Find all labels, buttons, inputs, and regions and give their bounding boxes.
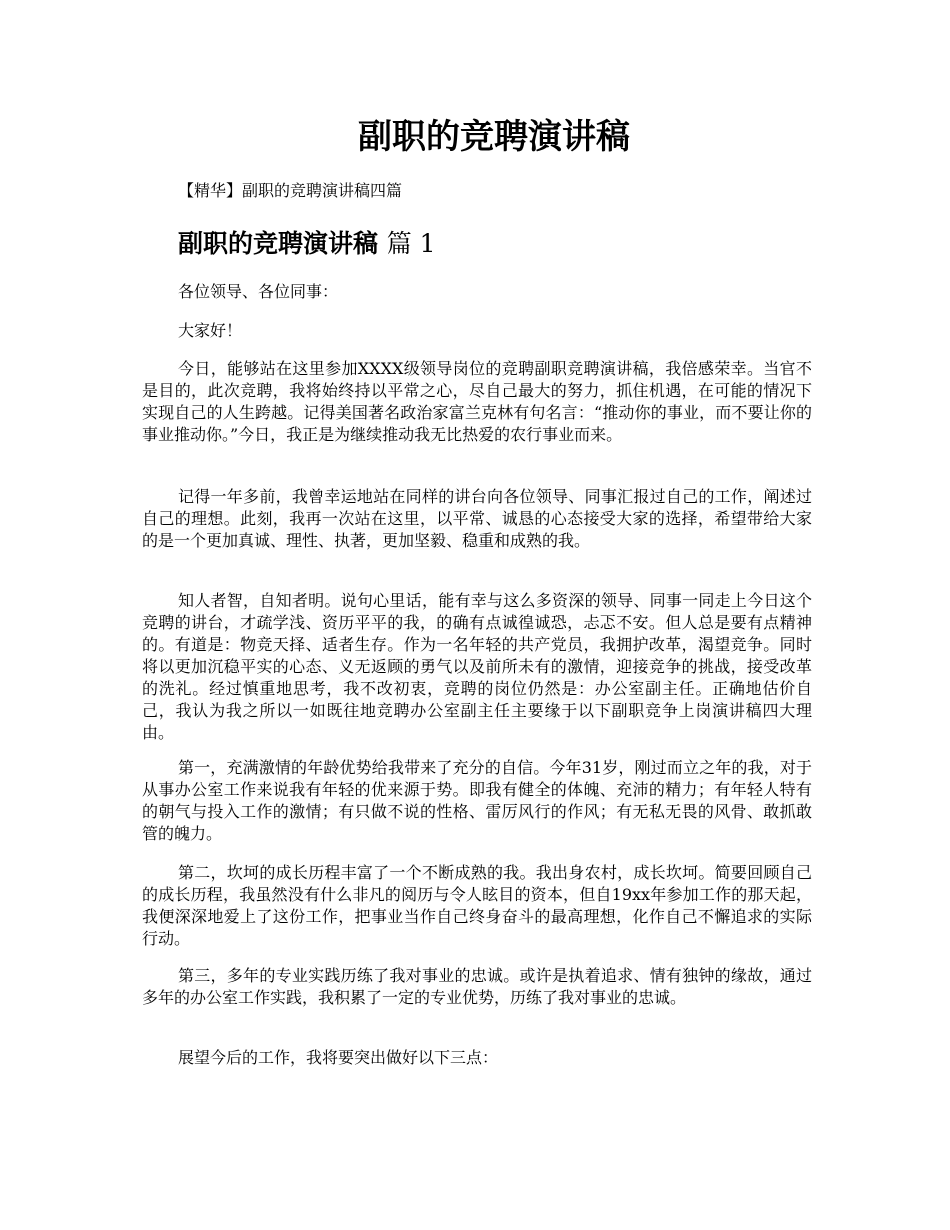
- document-title: 副职的竞聘演讲稿: [358, 117, 630, 157]
- body-paragraph: 第二，坎坷的成长历程丰富了一个不断成熟的我。我出身农村，成长坎坷。简要回顾自己的成长历程，我虽然没有什么非凡的阅历与令人眩目的资本，但自19xx年参加工作的那天起，我便深深地爱上了这份工作，把事业当作自己终身奋斗的最高理想，化作自己不懈追求的实际行动。: [142, 863, 812, 948]
- section-heading-text: 副职的竞聘演讲稿: [178, 229, 379, 258]
- body-paragraph: 记得一年多前，我曾幸运地站在同样的讲台向各位领导、同事汇报过自己的工作，阐述过自己的理想。此刻，我再一次站在这里，以平常、诚恳的心态接受大家的选择，希望带给大家的是一个更加真诚、理性、执著，更加坚毅、稳重和成熟的我。: [142, 487, 812, 550]
- body-paragraph: 第三，多年的专业实践历练了我对事业的忠诚。或许是执着追求、情有独钟的缘故，通过多年的办公室工作实践，我积累了一定的专业优势，历练了我对事业的忠诚。: [142, 966, 812, 1007]
- body-paragraph: 今日，能够站在这里参加XXXX级领导岗位的竞聘副职竞聘演讲稿，我倍感荣幸。当官不是目的，此次竞聘，我将始终持以平常之心，尽自己最大的努力，抓住机遇，在可能的情况下实现自己的人生跨越。记得美国著名政治家富兰克林有句名言：“推动你的事业，而不要让你的事业推动你。”今日，我正是为继续推动我无比热爱的农行事业而来。: [142, 359, 812, 444]
- body-paragraph: 展望今后的工作，我将要突出做好以下三点：: [178, 1048, 499, 1067]
- greeting-paragraph: 大家好！: [178, 321, 243, 340]
- body-paragraph: 知人者智，自知者明。说句心里话，能有幸与这么多资深的领导、同事一同走上今日这个竞聘的讲台，才疏学浅、资历平平的我，的确有点诚徨诚恐，忐忑不安。但人总是要有点精神的。有道是：物竞天择、适者生存。作为一名年轻的共产党员，我拥护改革，渴望竞争。同时将以更加沉稳平实的心态、义无返顾的勇气以及前所未有的激情，迎接竞争的挑战，接受改革的洗礼。经过慎重地思考，我不改初衷，竞聘的岗位仍然是：办公室副主任。正确地估价自己，我认为我之所以一如既往地竞聘办公室副主任主要缘于以下副职竞争上岗演讲稿四大理由。: [142, 591, 812, 742]
- section-heading: [178, 226, 436, 262]
- body-paragraph: 第一，充满激情的年龄优势给我带来了充分的自信。今年31岁，刚过而立之年的我，对于从事办公室工作来说我有年轻的优来源于势。即我有健全的体魄、充沛的精力；有年轻人特有的朝气与投入工作的激情；有只做不说的性格、雷厉风行的作风；有无私无畏的风骨、敢抓敢管的魄力。: [142, 758, 812, 843]
- section-number: 篇 1: [386, 229, 436, 258]
- salutation-paragraph: 各位领导、各位同事：: [178, 282, 339, 301]
- document-subtitle: 【精华】副职的竞聘演讲稿四篇: [178, 181, 403, 200]
